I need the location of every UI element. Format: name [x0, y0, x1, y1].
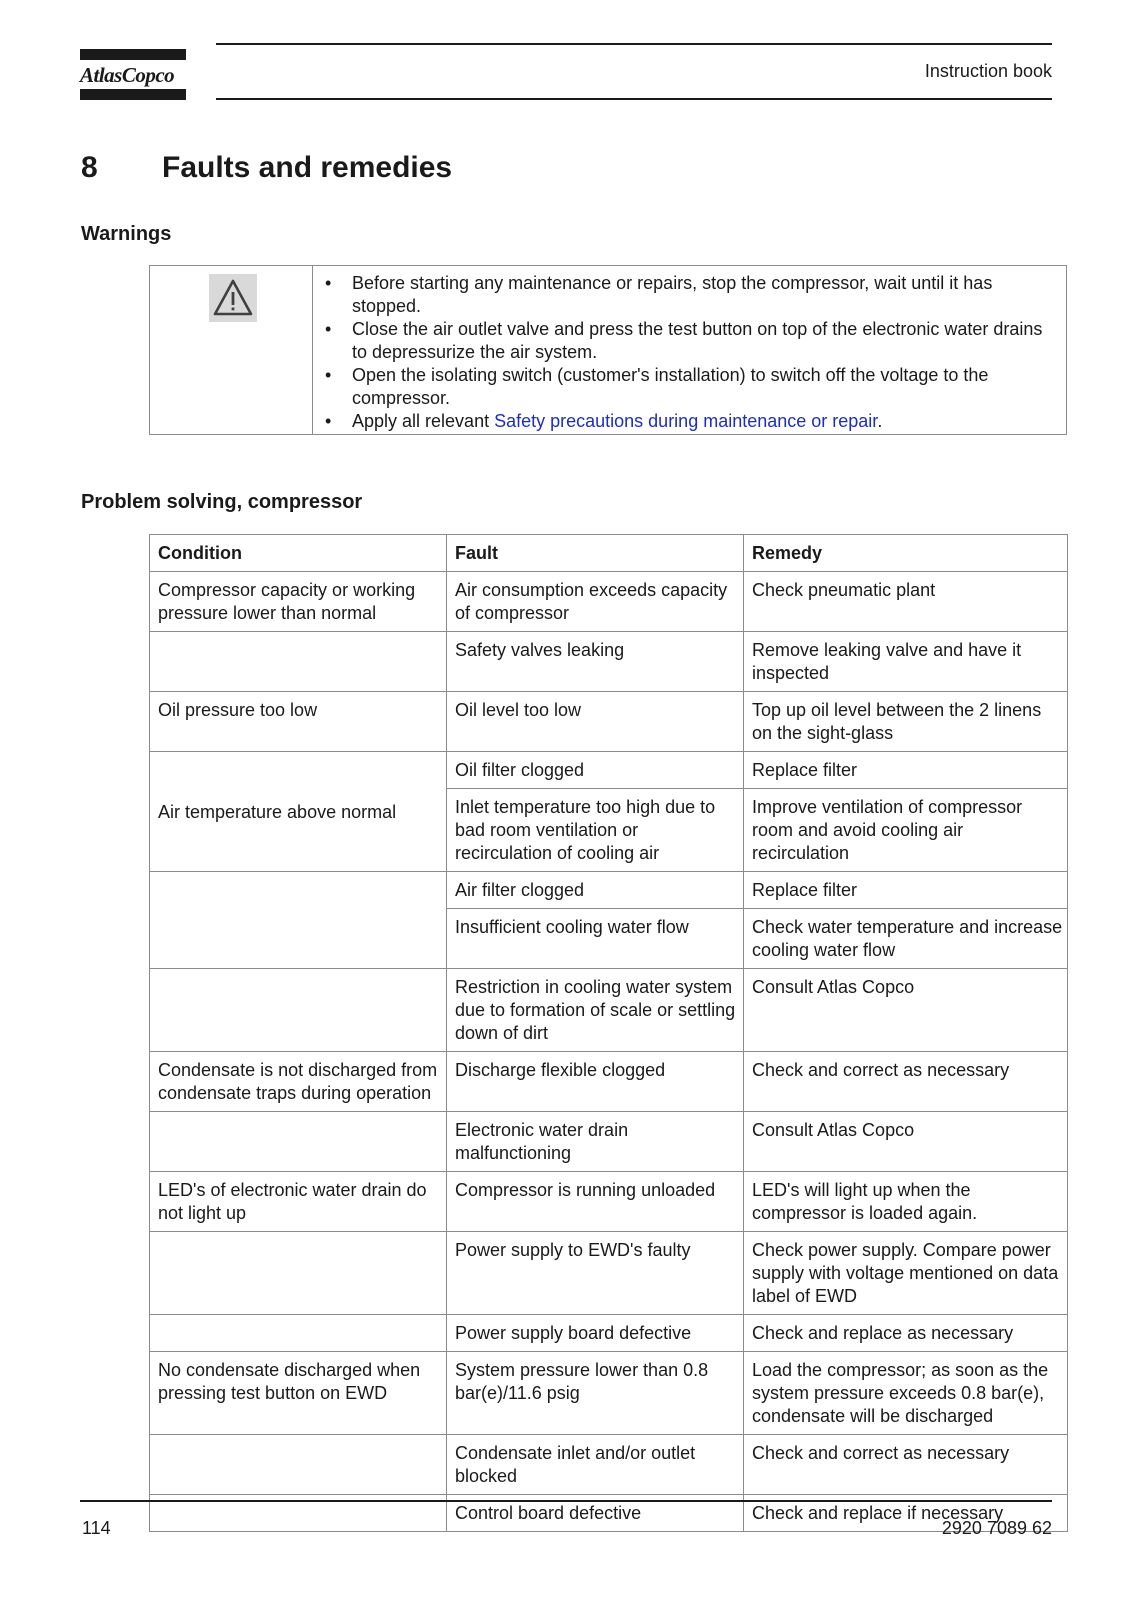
fault-cell: Compressor is running unloaded	[447, 1172, 744, 1232]
fault-cell: Air filter clogged	[447, 872, 744, 909]
fault-cell: Power supply to EWD's faulty	[447, 1232, 744, 1315]
remedy-cell: Consult Atlas Copco	[744, 1112, 1068, 1172]
warnings-icon-cell	[150, 266, 313, 434]
fault-cell: Oil level too low	[447, 692, 744, 752]
column-header-fault: Fault	[447, 535, 744, 572]
table-row	[150, 692, 1068, 752]
table-row	[150, 632, 1068, 692]
logo-wordmark: AtlasCopco	[80, 63, 175, 87]
fault-cell: Inlet temperature too high due to bad room ventilation or recirculation of cooling air	[447, 789, 744, 872]
chapter-heading	[81, 150, 452, 186]
warning-item: • Close the air outlet valve and press the test button on top of the electronic water drains to depressurize the air system.	[352, 318, 1066, 364]
remedy-cell: Improve ventilation of compressor room and avoid cooling air recirculation	[744, 789, 1068, 872]
warning-item-prefix: Apply all relevant	[352, 411, 495, 431]
fault-cell: Electronic water drain malfunctioning	[447, 1112, 744, 1172]
condition-cell: No condensate discharged when pressing test button on EWD	[150, 1352, 447, 1435]
header-title: Instruction book	[924, 61, 1052, 81]
fault-cell: System pressure lower than 0.8 bar(e)/11.6 psig	[447, 1352, 744, 1435]
remedy-cell: Replace filter	[744, 752, 1068, 789]
warning-item: • Before starting any maintenance or repairs, stop the compressor, wait until it has stopped.	[352, 272, 1066, 318]
table-row	[150, 1172, 1068, 1232]
warning-item-suffix: .	[877, 411, 883, 431]
safety-precautions-link[interactable]: Safety precautions during maintenance or repair	[494, 411, 878, 431]
remedy-cell: Replace filter	[744, 872, 1068, 909]
table-row	[150, 1052, 1068, 1112]
warning-triangle-icon	[209, 274, 257, 322]
table-row	[150, 1435, 1068, 1495]
fault-cell: Power supply board defective	[447, 1315, 744, 1352]
fault-cell: Oil filter clogged	[447, 752, 744, 789]
table-row	[150, 1232, 1068, 1315]
condition-cell	[150, 1232, 447, 1315]
warnings-text-cell	[313, 266, 1066, 434]
table-row	[150, 1112, 1068, 1172]
remedy-cell: Check pneumatic plant	[744, 572, 1068, 632]
remedy-cell: Check water temperature and increase cooling water flow	[744, 909, 1068, 969]
logo-bottom-bar	[80, 89, 186, 100]
column-header-condition: Condition	[150, 535, 447, 572]
fault-cell: Control board defective	[447, 1495, 744, 1532]
condition-cell	[150, 872, 447, 969]
remedy-cell: Check and correct as necessary	[744, 1052, 1068, 1112]
condition-cell: Air temperature above normal	[150, 752, 447, 872]
remedy-cell: Top up oil level between the 2 linens on the sight-glass	[744, 692, 1068, 752]
condition-cell: LED's of electronic water drain do not light up	[150, 1172, 447, 1232]
problem-solving-heading: Problem solving, compressor	[81, 491, 363, 513]
table-row	[150, 752, 1068, 789]
page-number: 114	[82, 1518, 111, 1538]
fault-cell: Restriction in cooling water system due to formation of scale or settling down of dirt	[447, 969, 744, 1052]
remedy-cell: Check power supply. Compare power supply with voltage mentioned on data label of EWD	[744, 1232, 1068, 1315]
table-row	[150, 969, 1068, 1052]
table-row	[150, 872, 1068, 909]
condition-cell	[150, 1315, 447, 1352]
warning-item: • Open the isolating switch (customer's installation) to switch off the voltage to the compressor.	[352, 364, 1066, 410]
fault-cell: Condensate inlet and/or outlet blocked	[447, 1435, 744, 1495]
header-top-rule	[216, 43, 1052, 45]
header-bottom-rule	[216, 98, 1052, 100]
chapter-title: Faults and remedies	[162, 151, 453, 184]
remedy-cell: Consult Atlas Copco	[744, 969, 1068, 1052]
remedy-cell: Remove leaking valve and have it inspected	[744, 632, 1068, 692]
condition-cell	[150, 969, 447, 1052]
warning-item	[352, 410, 1066, 433]
table-row	[150, 1352, 1068, 1435]
fault-cell: Air consumption exceeds capacity of compressor	[447, 572, 744, 632]
warnings-heading: Warnings	[81, 223, 172, 245]
condition-cell	[150, 1435, 447, 1495]
table-row	[150, 572, 1068, 632]
atlas-copco-logo	[80, 46, 186, 102]
condition-cell: Compressor capacity or working pressure lower than normal	[150, 572, 447, 632]
fault-cell: Safety valves leaking	[447, 632, 744, 692]
footer-rule	[80, 1500, 1052, 1502]
remedy-cell: Check and replace as necessary	[744, 1315, 1068, 1352]
fault-cell: Discharge flexible clogged	[447, 1052, 744, 1112]
condition-cell	[150, 1112, 447, 1172]
remedy-cell: LED's will light up when the compressor is loaded again.	[744, 1172, 1068, 1232]
condition-cell: Oil pressure too low	[150, 692, 447, 752]
table-header-row	[150, 535, 1068, 572]
problem-solving-table	[149, 534, 1068, 1532]
column-header-remedy: Remedy	[744, 535, 1068, 572]
document-number: 2920 7089 62	[941, 1518, 1052, 1538]
warnings-list	[313, 272, 1066, 433]
fault-cell: Insufficient cooling water flow	[447, 909, 744, 969]
condition-cell	[150, 632, 447, 692]
logo-top-bar	[80, 49, 186, 60]
chapter-number: 8	[81, 151, 98, 184]
table-row	[150, 1315, 1068, 1352]
warnings-box	[149, 265, 1067, 435]
remedy-cell: Load the compressor; as soon as the system pressure exceeds 0.8 bar(e), condensate will be discharged	[744, 1352, 1068, 1435]
condition-cell: Condensate is not discharged from condensate traps during operation	[150, 1052, 447, 1112]
remedy-cell: Check and correct as necessary	[744, 1435, 1068, 1495]
remedy-cell: Check and replace if necessary	[744, 1495, 1068, 1532]
